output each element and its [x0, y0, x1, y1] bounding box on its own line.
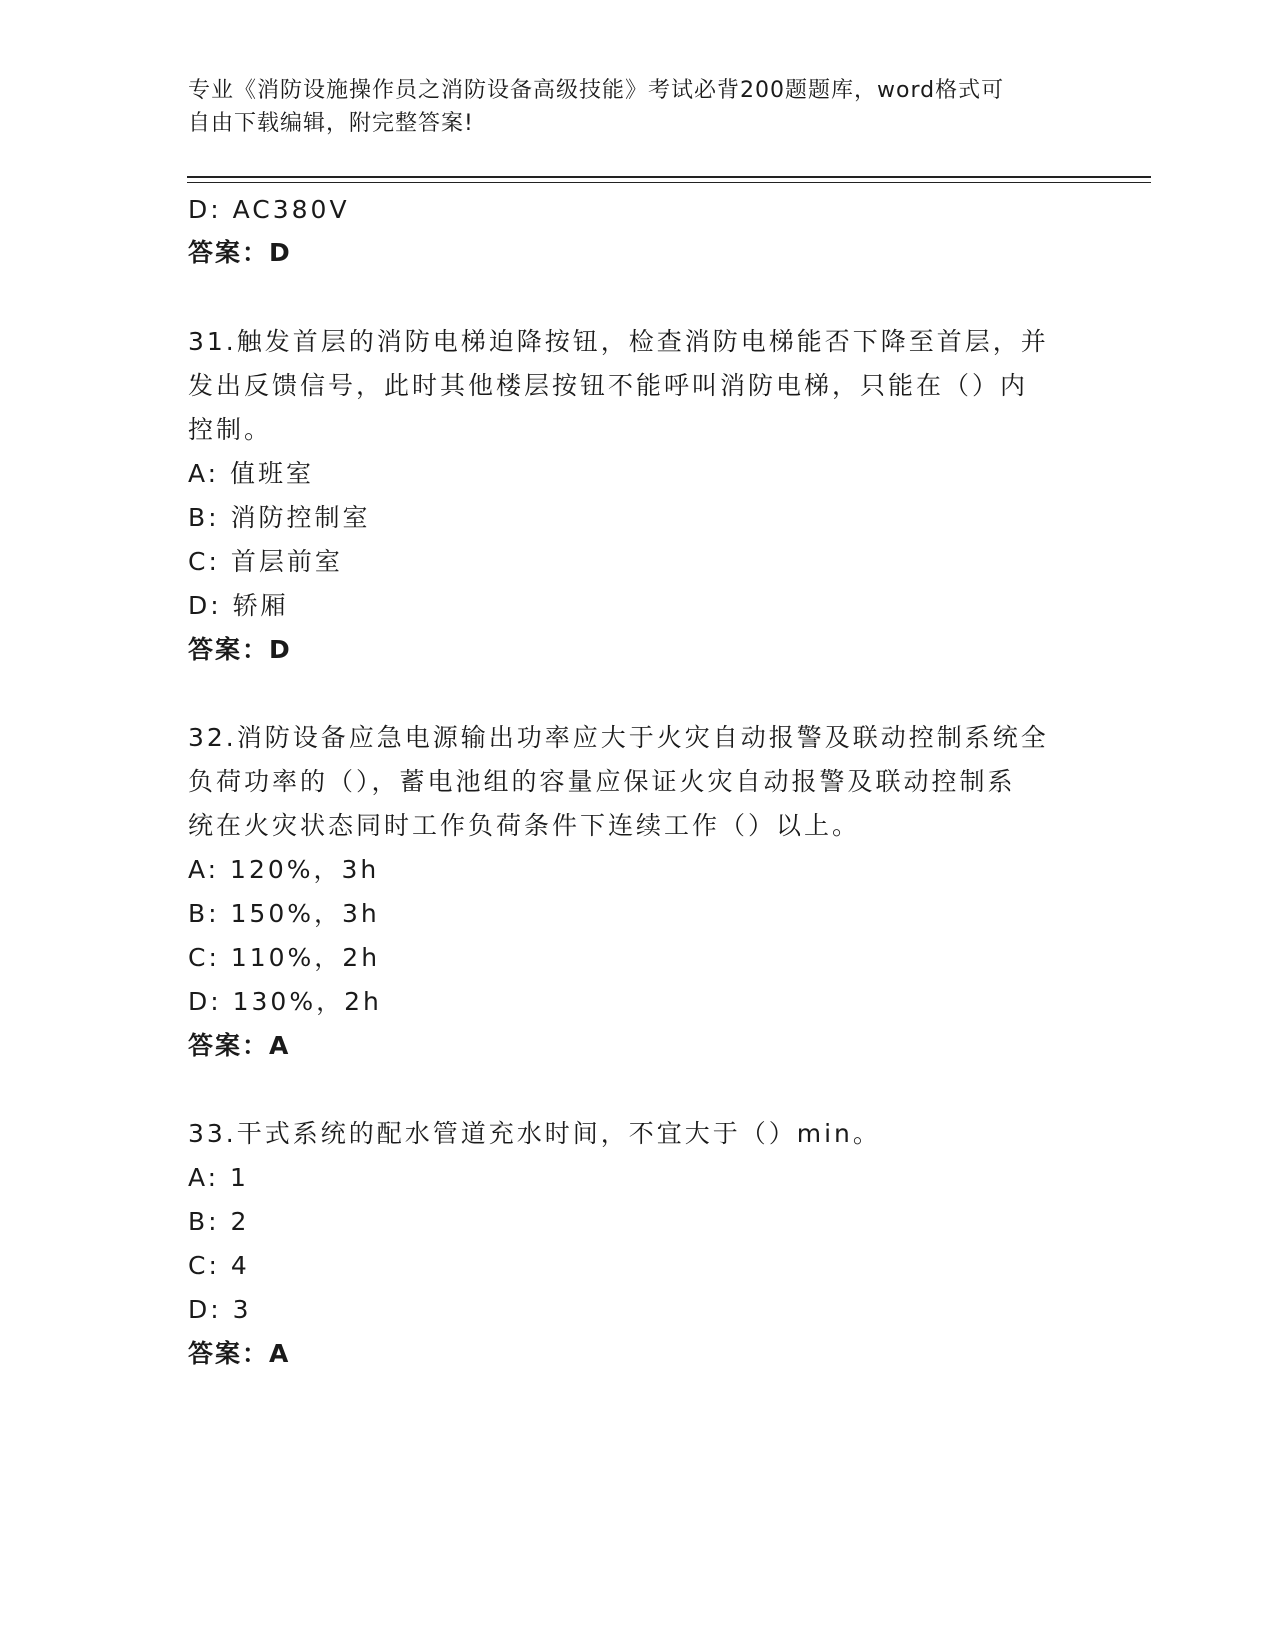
answer: 答案：A: [188, 1031, 291, 1060]
question-stem-line: 负荷功率的（），蓄电池组的容量应保证火灾自动报警及联动控制系: [188, 767, 1016, 796]
question-stem-line: 33.干式系统的配水管道充水时间，不宜大于（）min。: [188, 1119, 881, 1148]
header-rule-thick: [187, 176, 1151, 178]
question-stem-line: 统在火灾状态同时工作负荷条件下连续工作（）以上。: [188, 811, 861, 840]
option-d: D: 3: [188, 1295, 252, 1324]
prev-option-d: D: AC380V: [188, 195, 350, 224]
option-c: C: 4: [188, 1251, 250, 1280]
option-d: D: 轿厢: [188, 591, 289, 620]
page-header: [188, 74, 1068, 140]
option-c: C: 110%，2h: [188, 943, 381, 972]
header-line-1: 专业《消防设施操作员之消防设备高级技能》考试必背200题题库，word格式可: [188, 78, 1005, 103]
option-c: C: 首层前室: [188, 547, 343, 576]
answer: 答案：D: [188, 635, 292, 664]
question-stem-line: 32.消防设备应急电源输出功率应大于火灾自动报警及联动控制系统全: [188, 723, 1049, 752]
option-b: B: 150%，3h: [188, 899, 380, 928]
answer: 答案：A: [188, 1339, 291, 1368]
option-d: D: 130%，2h: [188, 987, 382, 1016]
header-line-2: 自由下载编辑，附完整答案!: [188, 111, 474, 136]
option-a: A: 1: [188, 1163, 249, 1192]
option-b: B: 2: [188, 1207, 250, 1236]
option-a: A: 120%，3h: [188, 855, 380, 884]
header-rule-thin: [187, 182, 1151, 183]
question-stem-line: 31.触发首层的消防电梯迫降按钮，检查消防电梯能否下降至首层，并: [188, 327, 1049, 356]
prev-answer: 答案：D: [188, 238, 292, 267]
option-a: A: 值班室: [188, 459, 315, 488]
option-b: B: 消防控制室: [188, 503, 371, 532]
question-stem-line: 发出反馈信号，此时其他楼层按钮不能呼叫消防电梯，只能在（）内: [188, 371, 1029, 400]
question-stem-line: 控制。: [188, 415, 273, 444]
